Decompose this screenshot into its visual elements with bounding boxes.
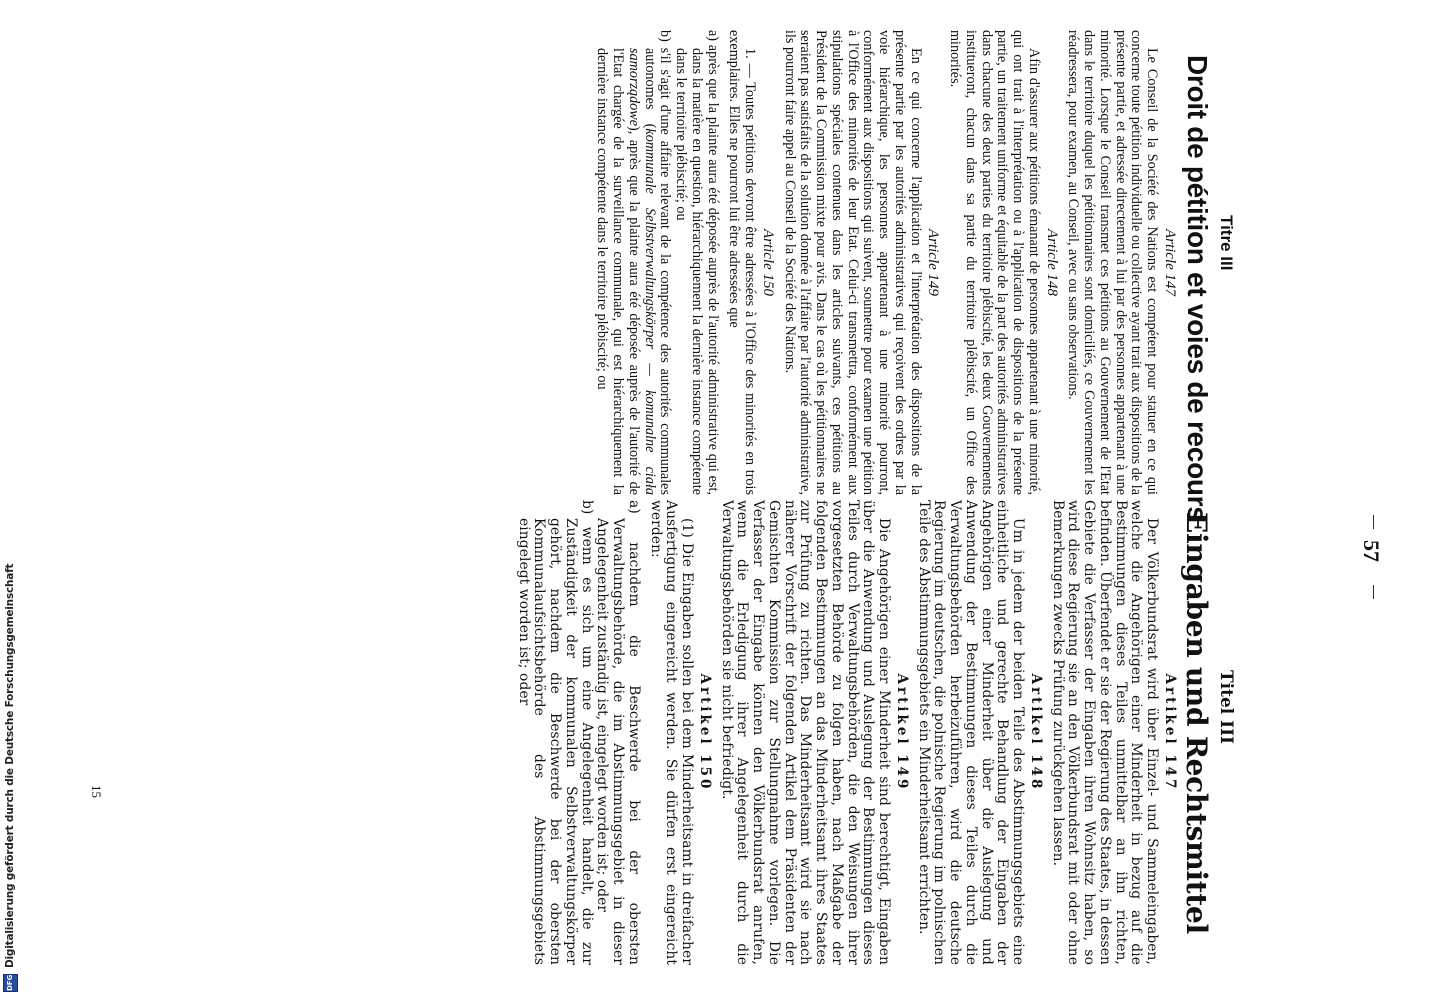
french-item-b-part1: b) s'il s'agit d'une affaire relevant de la compétence des autorités communales autonomes ( <box>641 30 674 495</box>
french-article-150-title: Article 150 <box>760 228 776 297</box>
header-dash-left <box>1373 515 1374 529</box>
german-article-149-text: Die Angehörigen einer Minderheit sind berechtigt, Eingaben über die Anwendung und Auslegung der Bestimmungen dieses Teiles durch Verwaltungsbehörden, die den Weisungen ihrer vorgesetzten Behörde zu folgen haben, nach Maßgabe der folgenden Bestimmungen an das Minderheitsamt ihres Staates zur Prüfung zu richten. Das Minderheitsamt wird sie nach näherer Vorschrift der folgenden Artikel dem Präsidenten der Gemischten Kommission zur Stellungnahme vorlegen. Die Verfasser der Eingabe können den Völkerbundsrat anrufen, wenn die Erledigung ihrer Angelegenheit durch die Verwaltungsbehörden sie nicht befriedigt. <box>718 500 893 965</box>
german-article-150-intro: (1) Die Eingaben sollen bei dem Minderheitsamt in dreifacher Ausfertigung eingereicht werden. Sie dürfen erst eingereicht werden: <box>647 500 696 965</box>
french-article-147-title: Article 147 <box>1162 228 1178 297</box>
german-article-149-title: Artikel 149 <box>894 673 910 792</box>
german-article-147-title: Artikel 147 <box>1162 673 1178 792</box>
digitization-strip <box>0 0 20 1000</box>
french-title-number: Titre III <box>1217 215 1236 271</box>
german-heading: Eingaben und Rechtsmittel <box>1180 512 1213 934</box>
german-article-148-title: Artikel 148 <box>1028 673 1044 792</box>
french-item-b-part2: ), après que la plainte aura été déposée auprès de l'autorité de l'Etat chargée de la surveillance communale, qui est hiérarchiquement la dernière instance compétente dans le territoire plébiscité; ou <box>594 48 642 495</box>
digitization-note: Digitalisierung gefördert durch die Deutsche Forschungsgemeinschaft <box>4 563 16 968</box>
french-article-148-title: Article 148 <box>1043 228 1060 297</box>
german-article-148-text: Um in jedem der beiden Teile des Abstimmungsgebiets eine einheitliche und gerechte Behandlung der Eingaben der Angehörigen einer Minderheit über die Auslegung und Anwendung der Bestimmungen dieses Teiles durch die Verwaltungsbehörden herbeizuführen, wird die deutsche Regierung im deutschen, die polnische Regierung im polnischen Teile des Abstimmungsgebiets ein Minderheitsamt errichten. <box>915 500 1027 965</box>
french-article-148-text: Afin d'assurer aux pétitions émanant de personnes appartenant à une minorité, qui ont trait à l'interprétation ou à l'application de dispositions de la présente partie, un traitement uniforme et équitable de la part des autorités administratives dans chacune des deux parties du territoire plébiscité, les deux Gouvernements institueront, chacun dans sa partie du territoire plébiscité, un Office des minorités. <box>947 30 1042 495</box>
german-title-number: Titel III <box>1216 670 1236 745</box>
french-article-147-text: Le Conseil de la Société des Nations est compétent pour statuer en ce qui concerne toute pétition individuelle ou collective ayant trait aux dispositions de la présente partie, et adressée directement à lui par des personnes appartenant à une minorité. Lorsque le Conseil transmet ces pétitions au Gouvernement de l'Etat dans le territoire duquel les pétitionnaires sont domiciliés, ce Gouvernement les réadressera, pour examen, au Conseil, avec ou sans observations. <box>1065 30 1161 495</box>
german-article-150-title: Artikel 150 <box>697 673 713 792</box>
french-column <box>594 30 1179 495</box>
header-dash-right <box>1373 585 1374 599</box>
german-column <box>515 500 1179 965</box>
french-article-149-text: En ce qui concerne l'application et l'interprétation des dispositions de la présente partie par les autorités administratives qui reçoivent des ordres par la voie hiérarchique, les personnes appartenant à une minorité pourront, conformément aux dispositions qui suivent, soumettre pour examen une pétition à l'Office des minorités de leur Etat. Celui-ci transmettra, conformément aux stipulations spéciales contenues dans les articles suivants, ces pétitions au Président de la Commission mixte pour avis. Dans le cas où les pétitionnaires ne seraient pas satisfaits de la solution donnée à l'affaire par l'autorité administrative, ils pourront faire appel au Conseil de la Société des Nations. <box>781 30 924 495</box>
german-article-150-item-a: a) nachdem die Beschwerde bei der obersten Verwaltungsbehörde, die im Abstimmungsgebiet in dieser Angelegenheit zuständig ist, eingelegt worden ist; oder <box>594 500 642 965</box>
german-article-147-text: Der Völkerbundsrat wird über Einzel- und Sammeleingaben, welche die Angehörigen einer Minderheit in bezug auf die Bestimmungen dieses Teiles unmittelbar an ihn richten, befinden. Überfendet er sie der Regierung des Staates, in dessen Gebiete die Verfasser der Eingaben ihren Wohnsitz haben, so wird diese Regierung sie an den Völkerbundsrat mit oder ohne Bemerkungen zwecks Prüfung zurückgehen lassen. <box>1049 500 1161 965</box>
german-article-150-item-b: b) wenn es sich um eine Angelegenheit handelt, die zur Zuständigkeit der kommunalen Selbstverwaltungskörper gehört, nachdem die Beschwerde bei der obersten Kommunalaufsichtsbehörde des Abstimmungsgebiets eingelegt worden ist; oder <box>515 500 595 965</box>
french-article-150-item-b <box>594 30 673 495</box>
page-number: 57 <box>1359 540 1384 562</box>
french-article-150-item-a: a) après que la plainte aura été déposée auprès de l'autorité administrative qui est, dans la matière en question, hiérarchiquement la dernière instance compétente dans le territoire plébiscité; ou <box>673 30 721 495</box>
footer-number: 15 <box>89 785 104 798</box>
french-article-149-title: Article 149 <box>925 228 942 297</box>
dfg-logo-icon: DFG <box>3 974 18 992</box>
french-item-b-italic: kommunale Selbstverwaltungskörper — komunalne ciała samorządowe <box>626 48 658 495</box>
french-article-150-intro: 1. — Toutes pétitions devront être adressées à l'Office des minorités en trois exemplaires. Elles ne pourront lui être adressées que <box>726 30 759 495</box>
french-heading: Droit de pétition et voies de recours <box>1182 55 1213 522</box>
